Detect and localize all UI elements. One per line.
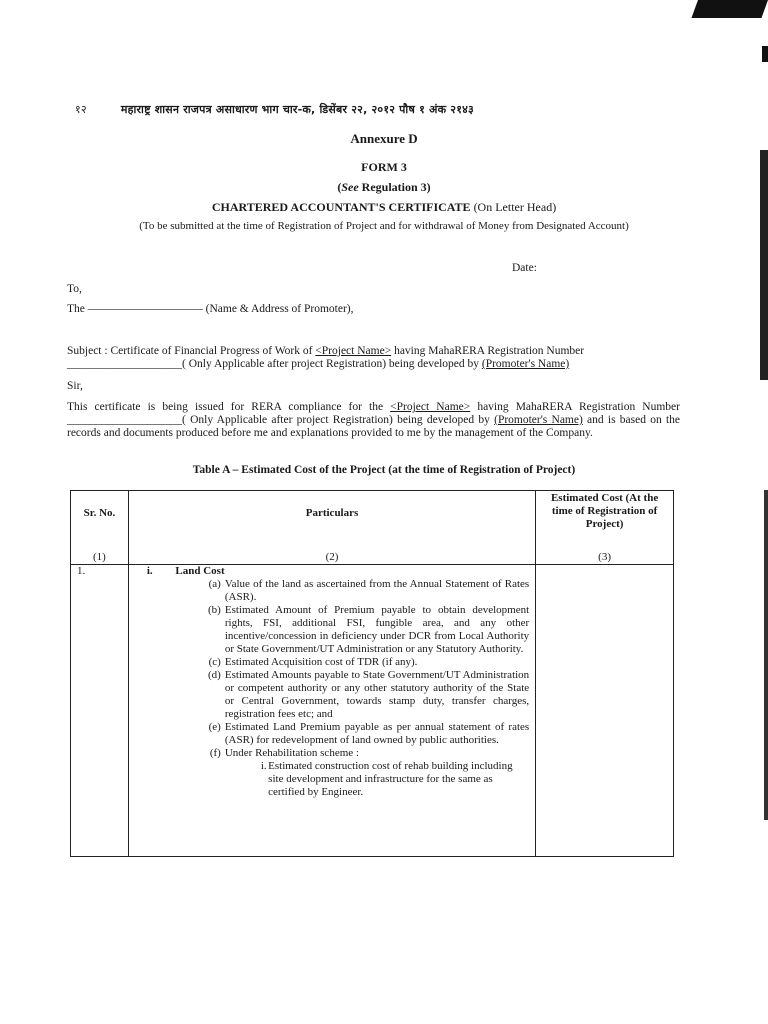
gazette-line: महाराष्ट्र शासन राजपत्र असाधारण भाग चार-क, डिसेंबर २२, २०१२ पौष १ अंक २१४३ [120,103,474,116]
annexure-heading: Annexure D [350,131,418,146]
header-sr-no [71,491,129,565]
the-prefix: The [67,303,88,315]
certificate-title [0,200,768,215]
list-item [199,669,535,721]
item-letter: (d) [208,669,221,681]
promoter-address-label: (Name & Address of Promoter), [202,303,354,315]
certificate-paragraph [67,401,680,440]
land-cost-heading [147,565,535,578]
regulation-rest: Regulation 3) [358,180,431,194]
form-heading: FORM 3 [361,160,407,174]
list-item [199,656,535,669]
list-item [199,578,535,604]
header-particulars-label: Particulars [305,507,359,519]
row-estimated-cost [536,565,674,857]
subject-text-1: Subject : Certificate of Financial Progress of Work of [67,345,316,357]
cert-text-1: This certificate is being issued for RERA compliance for the [67,401,391,413]
cert-registration-blank: ____________________ [67,414,182,426]
cert-promoter-name: (Promoter's Name) [494,414,583,426]
item-letter: (a) [208,578,221,590]
submission-note: (To be submitted at the time of Registration of Project and for withdrawal of Money from Designated Account) [139,220,629,232]
table-header-row [71,491,674,565]
cert-text-4: and is based on the records and documents produced before me and explanations provided to me by the management of the Company. [67,414,680,439]
sub-item-text: Estimated construction cost of rehab building including site development and infrastructure for the same as certified by Engineer. [268,760,513,798]
sub-item-letter: i. [260,760,267,772]
scan-edge-top-right [691,0,768,18]
header-sr-no-num: (1) [93,551,106,563]
row-sr-no: 1. [71,565,129,857]
certificate-title-bold: CHARTERED ACCOUNTANT'S CERTIFICATE [211,200,471,214]
header-estimated-cost-label: Estimated Cost (At the time of Registration of Project) [550,492,659,530]
regulation-heading: (See Regulation 3) [337,180,431,194]
item-letter: (f) [209,747,221,759]
subject-text-3: ( Only Applicable after project Registration) being developed by [182,358,482,370]
table-row [71,565,674,857]
promoter-blank: —————————— [87,303,203,315]
certificate-title-note: (On Letter Head) [470,200,557,214]
list-item [199,747,535,760]
subject-promoter-name: (Promoter's Name) [481,358,570,370]
subject-registration-blank: ____________________ [67,358,182,370]
header-particulars-num: (2) [325,551,339,563]
table-title: Table A – Estimated Cost of the Project (at the time of Registration of Project) [192,464,576,476]
to-label: To, [67,283,82,295]
estimated-cost-table [70,490,674,857]
land-cost-items [199,578,535,760]
item-text: Estimated Land Premium payable as per annual statement of rates (ASR) for redevelopment of land owned by public authorities. [224,721,530,746]
cert-project-name: <Project Name> [390,401,471,413]
header-particulars [128,491,535,565]
subject-paragraph [67,345,680,371]
item-letter: (c) [208,656,221,668]
item-letter: (e) [208,721,221,733]
cert-text-2: having MahaRERA Registration Number [470,401,680,413]
item-text: Under Rehabilitation scheme : [224,747,359,759]
item-letter: (b) [208,604,221,616]
subject-project-name: <Project Name> [315,345,392,357]
header-estimated-cost-num: (3) [598,551,611,563]
gazette-header [75,102,575,117]
rehab-sub-items [261,760,535,799]
list-item [199,604,535,656]
item-text: Estimated Amounts payable to State Government/UT Administration or competent authority or any other statutory authority of the State or Central Government, towards stamp duty, transfer charges, registration fees etc; and [224,669,530,720]
item-text: Value of the land as ascertained from the Annual Statement of Rates (ASR). [224,578,530,603]
item-text: Estimated Acquisition cost of TDR (if any). [224,656,418,668]
salutation: Sir, [67,380,83,392]
promoter-address-line [67,303,354,316]
page-number: १२ [75,103,87,116]
item-text: Estimated Amount of Premium payable to obtain development rights, FSI, additional FSI, fungible area, and any other incentive/concession in deficiency under DCR from Local Authority or State Government/UT Administration or any Statutory Authority. [224,604,530,655]
scan-edge-right-bar-2 [764,490,768,820]
row-particulars [128,565,535,857]
subject-text-2: having MahaRERA Registration Number [391,345,585,357]
list-item [261,760,535,799]
cert-text-3: ( Only Applicable after project Registration) being developed by [182,414,495,426]
header-estimated-cost [536,491,674,565]
date-label: Date: [512,262,537,274]
scan-edge-right-mark [762,46,768,62]
regulation-see: See [341,180,359,194]
land-cost-roman: i. [146,565,153,577]
list-item [199,721,535,747]
header-sr-no-label: Sr. No. [83,507,116,519]
land-cost-label: Land Cost [175,565,225,577]
